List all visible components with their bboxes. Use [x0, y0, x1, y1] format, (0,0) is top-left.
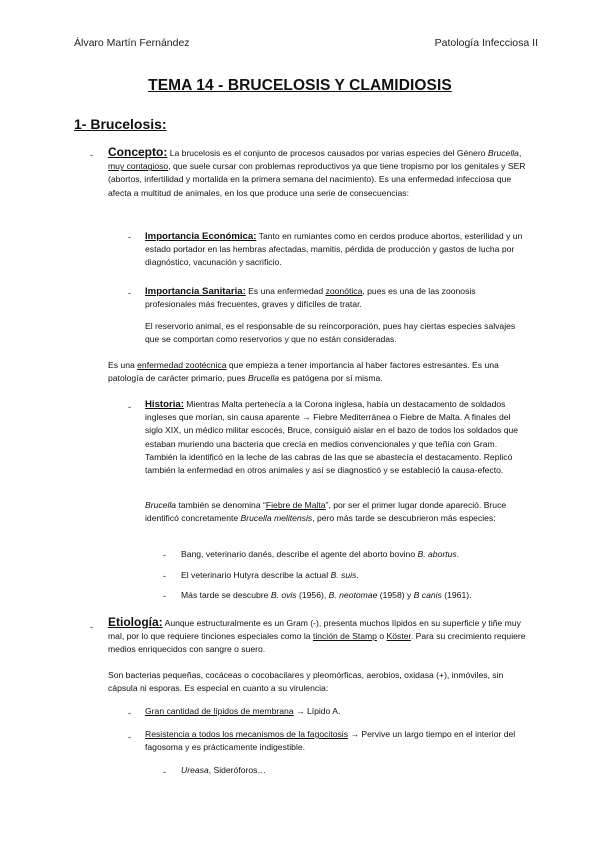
bullet-marker: - [163, 571, 166, 581]
bullet-marker: - [163, 591, 166, 601]
concepto-paragraph: Concepto: La brucelosis es el conjunto de procesos causados por varias especies del Género Brucella, muy contagioso, que suele cursar con problemas reproductivos ya que tiene tropismo por los genitales y SER (abortos, infertilidad y mortalida en la primera semana del nacimiento). Es una enfermedad infecciosa que afecta a multitud de animales, en los que produce una serie de consecuencias: [108, 145, 526, 198]
importancia-sanitaria-paragraph: Importancia Sanitaria: Es una enfermedad zoonótica, pues es una de las zoonosis profesionales más frecuentes, graves y difíciles de tratar. [145, 286, 476, 310]
bullet-marker: - [128, 232, 131, 242]
list-item: Bang, veterinario danés, describe el agente del aborto bovino B. abortus. [181, 549, 460, 559]
bullet-marker: - [128, 708, 131, 718]
bullet-marker: - [90, 150, 93, 160]
importancia-sanitaria-heading: Importancia Sanitaria: [145, 286, 246, 297]
etiologia-description-paragraph: Son bacterias pequeñas, cocáceas o cocobacilares y pleomórficas, aerobios, oxidasa (+), inmóviles, sin cápsula ni esporas. Es especial en cuanto a su virulencia: [108, 670, 504, 694]
list-item: Ureasa, Sideróforos… [181, 765, 267, 775]
bullet-marker: - [163, 550, 166, 560]
list-item: Más tarde se descubre B. ovis (1956), B. neotomae (1958) y B canis (1961). [181, 590, 472, 600]
historia-species-paragraph: Brucella también se denomina “Fiebre de Malta”, por ser el primer lugar donde apareció. Bruce identificó concretamente Brucella melitensis, pero más tarde se descubrieron más especies: [145, 500, 507, 524]
bullet-marker: - [128, 732, 131, 742]
section-heading: 1- Brucelosis: [74, 116, 167, 132]
document-title: TEMA 14 - BRUCELOSIS Y CLAMIDIOSIS [148, 77, 452, 94]
importancia-economica-paragraph: Importancia Económica: Tanto en rumiantes como en cerdos produce abortos, esterilidad y un estado portador en las hembras afectadas, mamitis, pérdida de producción y gastos de lucha por diagnóstico, vacunación y sacrificio. [145, 231, 523, 268]
bullet-marker: - [90, 622, 93, 632]
header-author: Álvaro Martín Fernández [74, 37, 190, 49]
etiologia-paragraph: Etiología: Aunque estructuralmente es un Gram (-), presenta muchos lípidos en su superficie y tiñe muy mal, por lo que requiere tinciones especiales como la tinción de Stamp o Köster. Para su crecimiento requiere medios enriquecidos con sangre o suero. [108, 615, 526, 655]
reservorio-paragraph: El reservorio animal, es el responsable de su reincorporación, pues hay ciertas especies salvajes que se comportan como reservorios y que no están consideradas. [145, 321, 516, 345]
bullet-marker: - [128, 402, 131, 412]
importancia-economica-heading: Importancia Económica: [145, 231, 257, 242]
header-subject: Patología Infecciosa II [434, 37, 538, 49]
bullet-marker: - [163, 767, 166, 777]
concepto-heading: Concepto: [108, 145, 168, 159]
list-item: El veterinario Hutyra describe la actual B. suis. [181, 570, 359, 580]
list-item: Resistencia a todos los mecanismos de la fagocitosis → Pervive un largo tiempo en el interior del fagosoma y es prácticamente indigestible. [145, 729, 516, 753]
bullet-marker: - [128, 288, 131, 298]
zootecnica-paragraph: Es una enfermedad zootécnica que empieza a tener importancia al haber factores estresantes. Es una patología de carácter primario, pues Brucella es patógena por sí misma. [108, 360, 499, 384]
etiologia-heading: Etiología: [108, 615, 163, 629]
historia-paragraph: Historia: Mientras Malta pertenecía a la Corona inglesa, había un destacamento de soldados ingleses que morían, sin causa aparente → Fiebre Mediterránea o Fiebre de Malta. A finales del siglo XIX, un médico militar escocés, Bruce, consiguió aislar en el bazo de todos los soldados que estaban muriendo una bacteria que crecía en medios convencionales y que teñía con Gram. También la identificó en la leche de las cabras de las que se abastecía el destacamento. Replicó también la enfermedad en otros animales y así se diagnosticó y se estableció la causa-efecto. [145, 399, 519, 476]
historia-heading: Historia: [145, 399, 184, 410]
list-item: Gran cantidad de lípidos de membrana → Lípido A. [145, 706, 341, 716]
